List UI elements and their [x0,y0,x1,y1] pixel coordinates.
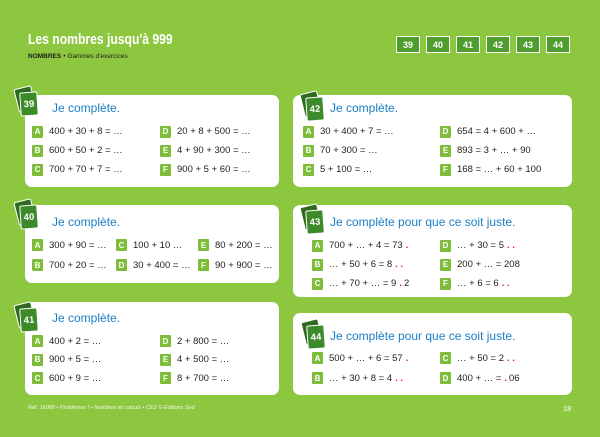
item-letter-badge: C [32,372,43,384]
item-expression: 300 + 90 = … [49,239,107,251]
exercise-number: 43 [305,209,325,234]
exercise-item-f [160,369,278,388]
item-expression: 600 + 9 = … [49,372,102,384]
item-letter-badge: F [160,372,171,384]
item-expression: 700 + 20 = … [49,259,107,271]
item-letter-badge: E [160,354,171,366]
exercise-item-b [312,368,440,388]
exercise-card-41 [25,302,279,395]
exercise-badge [14,303,41,334]
item-expression: 700 + 70 + 7 = … [49,164,123,175]
item-letter-badge: D [440,240,451,252]
exercise-number: 41 [19,307,39,332]
item-letter-badge: C [116,239,127,251]
item-expression: 600 + 50 + 2 = … [49,145,123,156]
page-title: Les nombres jusqu'à 999 [28,31,173,48]
exercise-item-a [32,235,116,255]
exercise-item-e [198,235,273,255]
exercise-badge [14,87,41,118]
item-letter-badge: A [312,352,323,364]
item-letter-badge: D [116,259,127,271]
item-letter-badge: F [440,278,451,290]
item-expression: 900 + 5 + 60 = … [177,164,251,175]
tab-exercise-41: 41 [456,36,480,53]
item-expression: 30 + 400 = … [133,259,191,271]
exercise-item-c [312,274,440,293]
exercise-item-c [116,235,198,255]
missing-digits: . [504,372,508,384]
exercise-item-c [32,369,160,388]
item-letter-badge: A [312,240,323,252]
page-subtitle [28,53,128,61]
item-letter-badge: B [32,354,43,366]
exercise-item-e [160,351,278,370]
missing-digits: . . [507,352,515,364]
item-expression: 2 + 800 = … [177,335,230,347]
exercise-item-b [312,255,440,274]
item-letter-badge: A [303,126,314,138]
item-expression: 900 + 5 = … [49,354,102,366]
exercise-instruction: Je complète. [330,101,399,115]
exercise-instruction: Je complète pour que ce soit juste. [330,329,516,343]
exercise-item-c [303,160,440,179]
item-expression: 500 + … + 6 = 57 [329,352,403,364]
exercise-items [32,122,278,179]
item-letter-badge: E [440,259,451,271]
item-expression: … + 70 + … = 9 [329,278,397,289]
exercise-badge [300,92,327,123]
item-letter-badge: A [32,335,43,347]
exercise-item-e [440,255,568,274]
exercise-badge [301,320,328,351]
item-letter-badge: D [440,126,451,138]
item-letter-badge: F [160,164,171,176]
missing-digits: . [405,240,409,251]
exercise-item-b [303,141,440,160]
item-letter-badge: F [198,259,209,271]
item-expression: 80 + 200 = … [215,239,273,251]
item-expression: … + 50 = 2 [457,352,505,364]
exercise-card-44 [293,313,572,395]
exercise-number: 40 [19,204,39,229]
item-letter-badge: C [303,164,314,176]
exercise-item-d [160,122,278,141]
tab-exercise-43: 43 [516,36,540,53]
item-letter-badge: E [160,145,171,157]
exercise-item-d [440,122,568,141]
exercise-instruction: Je complète. [52,311,121,325]
tab-exercise-39: 39 [396,36,420,53]
item-letter-badge: B [32,259,43,271]
item-letter-badge: D [160,126,171,138]
item-expression: … + 6 = 6 [457,278,499,289]
item-expression: 400 + 30 + 8 = … [49,126,123,137]
item-expression: 893 = 3 + … + 90 [457,145,531,156]
exercise-item-b [32,141,160,160]
exercise-card-40 [25,205,279,283]
exercise-items [32,235,273,275]
exercise-instruction: Je complète. [52,101,121,115]
exercise-item-d [160,332,278,351]
exercise-item-b [32,255,116,275]
item-expression: 5 + 100 = … [320,164,373,175]
exercise-item-e [440,141,568,160]
page-number: 18 [563,404,572,413]
exercise-item-f [440,274,568,293]
exercise-badge [300,205,327,236]
exercise-badge [14,200,41,231]
exercise-items [32,332,278,388]
item-letter-badge: C [32,164,43,176]
item-expression: 8 + 700 = … [177,372,230,384]
exercise-items [303,122,568,179]
item-letter-badge: E [198,239,209,251]
exercise-number-tabs [396,36,570,53]
exercise-items [312,348,568,388]
exercise-item-a [312,348,440,368]
exercise-item-a [32,332,160,351]
exercise-items [312,236,568,293]
item-expression: … + 50 + 6 = 8 [329,259,393,270]
item-expression-end: 06 [509,372,520,384]
exercise-item-d [440,368,568,388]
missing-digits: . [399,278,402,289]
missing-digits: . . [501,278,510,289]
exercise-item-d [440,236,568,255]
exercise-item-c [32,160,160,179]
item-letter-badge: D [160,335,171,347]
exercise-instruction: Je complète pour que ce soit juste. [330,215,516,229]
item-letter-badge: B [312,259,323,271]
item-letter-badge: C [312,278,323,290]
exercise-item-a [32,122,160,141]
exercise-item-b [32,351,160,370]
item-expression: 4 + 500 = … [177,354,230,366]
item-expression: 30 + 400 + 7 = … [320,126,394,137]
item-letter-badge: B [312,372,323,384]
exercise-item-a [312,236,440,255]
item-letter-badge: E [440,145,451,157]
item-letter-badge: C [440,352,451,364]
exercise-card-42 [293,95,572,187]
item-expression: 4 + 90 + 300 = … [177,145,251,156]
missing-digits: . . [395,372,404,384]
item-expression: 200 + … = 208 [457,259,520,270]
item-letter-badge: A [32,239,43,251]
exercise-item-a [303,122,440,141]
item-expression: 70 + 300 = … [320,145,378,156]
item-letter-badge: B [303,145,314,157]
tab-exercise-42: 42 [486,36,510,53]
exercise-number: 44 [306,324,326,349]
missing-digits: . . [395,259,404,270]
exercise-item-e [160,141,278,160]
item-letter-badge: D [440,372,451,384]
item-expression: 654 = 4 + 600 + … [457,126,536,137]
tab-exercise-44: 44 [546,36,570,53]
exercise-number: 39 [19,91,39,116]
exercise-item-f [198,255,273,275]
exercise-number: 42 [305,96,325,121]
exercise-card-39 [25,95,279,187]
item-letter-badge: A [32,126,43,138]
exercise-item-f [440,160,568,179]
exercise-item-d [116,255,198,275]
item-expression: 400 + … = [457,372,502,384]
item-expression: 20 + 8 + 500 = … [177,126,251,137]
item-expression: 168 = … + 60 + 100 [457,164,542,175]
exercise-instruction: Je complète. [52,215,121,229]
tab-exercise-40: 40 [426,36,450,53]
exercise-item-c [440,348,568,368]
item-expression: … + 30 + 8 = 4 [329,372,393,384]
exercise-card-43 [293,205,572,297]
item-expression: 700 + … + 4 = 73 [329,240,403,251]
missing-digits: . [405,352,409,364]
item-expression: 400 + 2 = … [49,335,102,347]
missing-digits: . . [507,240,515,251]
section-subtitle: • Gammes d'exercices [63,53,128,60]
exercise-item-f [160,160,278,179]
footer-reference: Réf. 16080 • Problèmes ! • Nombres et calculs • CE2 © Éditions Sed [28,405,195,411]
item-expression-end: 2 [403,278,410,289]
item-expression: 100 + 10 … [133,239,183,251]
item-letter-badge: B [32,145,43,157]
section-label: NOMBRES [28,53,62,60]
item-expression: … + 30 = 5 [457,240,505,251]
item-expression: 90 + 900 = … [215,259,273,271]
item-letter-badge: F [440,164,451,176]
